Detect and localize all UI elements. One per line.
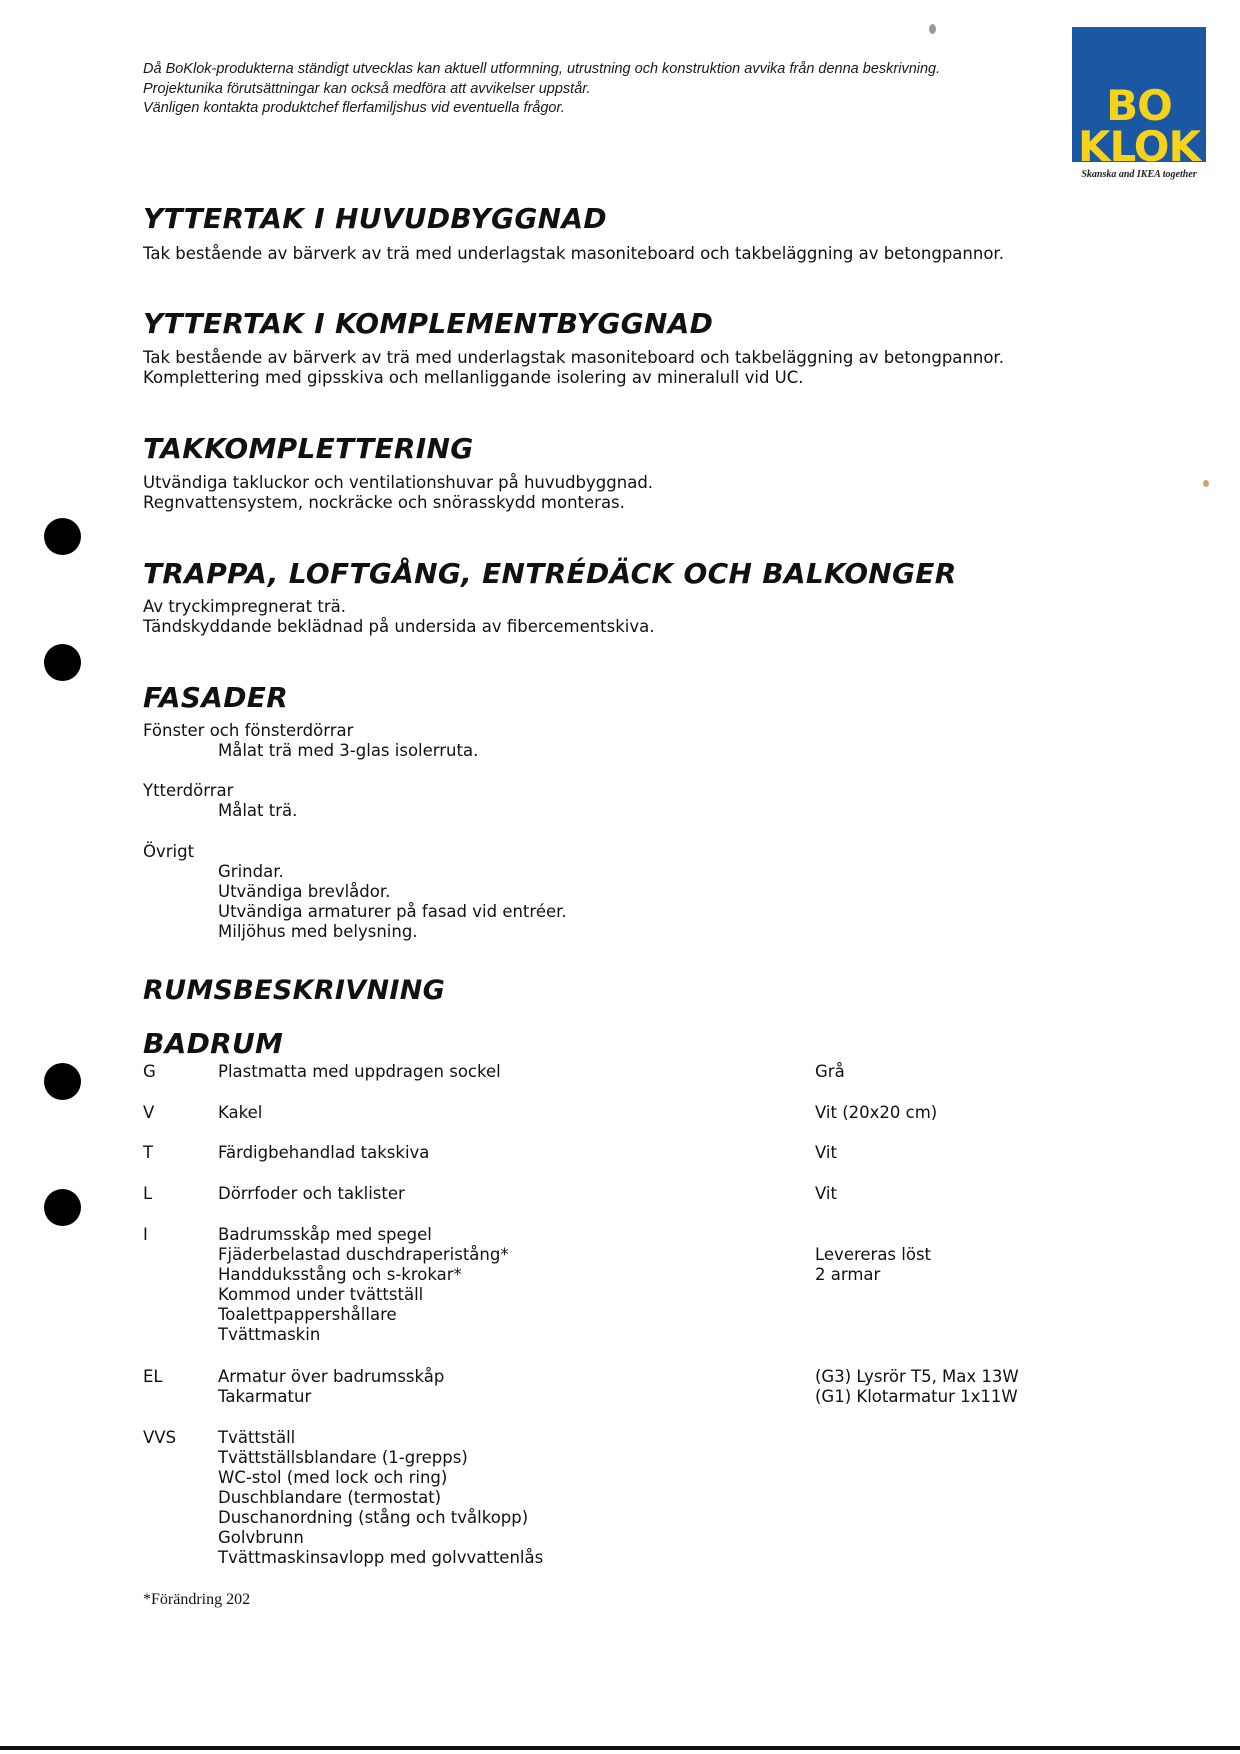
table-row-code: EL	[143, 1367, 163, 1386]
logo-text-bo: BO	[1106, 81, 1172, 130]
table-row-item: Plastmatta med uppdragen sockel	[218, 1062, 501, 1081]
scan-speck	[1203, 480, 1209, 487]
table-row-item: Takarmatur	[218, 1387, 312, 1406]
table-row-items	[218, 1428, 778, 1568]
section-heading-fasader: FASADER	[143, 681, 289, 714]
list-item: Utvändiga armaturer på fasad vid entréer.	[218, 902, 567, 921]
table-row-item: Tvättställsblandare (1-grepps)	[218, 1448, 468, 1467]
table-row-code: G	[143, 1062, 156, 1081]
table-row-item: Duschanordning (stång och tvålkopp)	[218, 1508, 529, 1527]
table-row-item: Badrumsskåp med spegel	[218, 1225, 432, 1244]
table-row-spec: Vit	[815, 1143, 837, 1162]
table-row-spec: (G1) Klotarmatur 1x11W	[815, 1387, 1018, 1406]
table-row-item: Toalettpappershållare	[218, 1305, 397, 1324]
list-item: Utvändiga brevlådor.	[218, 882, 391, 901]
body-line: Tändskyddande beklädnad på undersida av fibercementskiva.	[143, 617, 655, 636]
table-row-spec: Grå	[815, 1062, 845, 1081]
table-row-spec: Levereras löst	[815, 1245, 932, 1264]
fasader-ovrigt-list	[218, 862, 567, 942]
table-row-code: T	[143, 1143, 154, 1162]
disclaimer-line: Då BoKlok-produkterna ständigt utvecklas kan aktuell utformning, utrustning och konstruktion avvika från denna beskrivning.	[143, 61, 941, 77]
table-row-code: VVS	[143, 1428, 177, 1447]
binder-hole	[44, 1063, 81, 1100]
table-row-item: Kakel	[218, 1103, 263, 1122]
body-line: Tak bestående av bärverk av trä med underlagstak masoniteboard och takbeläggning av betongpannor.	[143, 348, 1004, 367]
table-row-spec: 2 armar	[815, 1265, 881, 1284]
table-row-item: Tvättställ	[218, 1428, 296, 1447]
scan-bottom-edge	[0, 1746, 1240, 1750]
section-heading-yttertak-komplementbyggnad: YTTERTAK I KOMPLEMENTBYGGNAD	[143, 307, 714, 340]
table-row-item: Golvbrunn	[218, 1528, 304, 1547]
body-line: Tak bestående av bärverk av trä med underlagstak masoniteboard och takbeläggning av betongpannor.	[143, 244, 1004, 263]
table-row-code: I	[143, 1225, 148, 1244]
footnote: *Förändring 202	[143, 1591, 251, 1608]
table-row-item: Armatur över badrumsskåp	[218, 1367, 445, 1386]
body-line: Utvändiga takluckor och ventilationshuvar på huvudbyggnad.	[143, 473, 654, 492]
table-row-spec: Vit	[815, 1184, 837, 1203]
logo-text-klok: KLOK	[1077, 122, 1201, 171]
body-line: Av tryckimpregnerat trä.	[143, 597, 346, 616]
section-body-trappa	[143, 597, 655, 637]
table-row-item: Färdigbehandlad takskiva	[218, 1143, 430, 1162]
fasader-fonster-text: Målat trä med 3-glas isolerruta.	[218, 741, 479, 760]
section-body-takkomplettering	[143, 473, 653, 513]
scan-speck	[929, 24, 936, 34]
table-row-item: Handduksstång och s-krokar*	[218, 1265, 462, 1284]
table-row-item: Tvättmaskinsavlopp med golvvattenlås	[218, 1548, 544, 1567]
table-row-item: Kommod under tvättställ	[218, 1285, 424, 1304]
table-row-code: V	[143, 1103, 155, 1122]
disclaimer-line: Projektunika förutsättningar kan också medföra att avvikelser uppstår.	[143, 80, 591, 97]
binder-hole	[44, 1189, 81, 1226]
table-row-code: L	[143, 1184, 153, 1203]
table-row-spec: (G3) Lysrör T5, Max 13W	[815, 1367, 1019, 1386]
table-row-item: WC-stol (med lock och ring)	[218, 1468, 448, 1487]
table-row-spec: Vit (20x20 cm)	[815, 1103, 938, 1122]
section-heading-yttertak-huvudbyggnad: YTTERTAK I HUVUDBYGGNAD	[143, 202, 607, 235]
section-heading-rumsbeskrivning: RUMSBESKRIVNING	[143, 975, 446, 1006]
table-row-item: Duschblandare (termostat)	[218, 1488, 442, 1507]
section-heading-badrum: BADRUM	[143, 1027, 284, 1060]
disclaimer-line: Vänligen kontakta produktchef flerfamiljshus vid eventuella frågor.	[143, 100, 565, 116]
binder-hole	[44, 518, 81, 555]
boklok-logo	[1072, 27, 1206, 171]
list-item: Grindar.	[218, 862, 284, 881]
body-line: Komplettering med gipsskiva och mellanliggande isolering av mineralull vid UC.	[143, 368, 804, 387]
table-row-item: Dörrfoder och taklister	[218, 1184, 405, 1203]
table-row-specs	[815, 1245, 1205, 1285]
section-heading-takkomplettering: TAKKOMPLETTERING	[143, 432, 474, 465]
section-body-yttertak-komplementbyggnad	[143, 348, 1004, 388]
section-heading-trappa: TRAPPA, LOFTGÅNG, ENTRÉDÄCK OCH BALKONGER	[143, 557, 957, 590]
list-item: Miljöhus med belysning.	[218, 922, 418, 941]
table-row-specs	[815, 1367, 1205, 1407]
table-row-item: Tvättmaskin	[218, 1325, 321, 1344]
fasader-ytterdorrar-text: Målat trä.	[218, 801, 298, 820]
table-row-items	[218, 1225, 778, 1345]
disclaimer	[143, 60, 1073, 119]
binder-hole	[44, 644, 81, 681]
logo-tagline: Skanska and IKEA together	[1081, 169, 1197, 180]
section-body-yttertak-huvudbyggnad	[143, 244, 1004, 264]
fasader-ovrigt-label: Övrigt	[143, 842, 195, 861]
fasader-fonster-label: Fönster och fönsterdörrar	[143, 721, 354, 740]
fasader-ytterdorrar-label: Ytterdörrar	[143, 781, 234, 800]
table-row-item: Fjäderbelastad duschdraperistång*	[218, 1245, 509, 1264]
body-line: Regnvattensystem, nockräcke och snörasskydd monteras.	[143, 493, 625, 512]
table-row-items	[218, 1367, 778, 1407]
